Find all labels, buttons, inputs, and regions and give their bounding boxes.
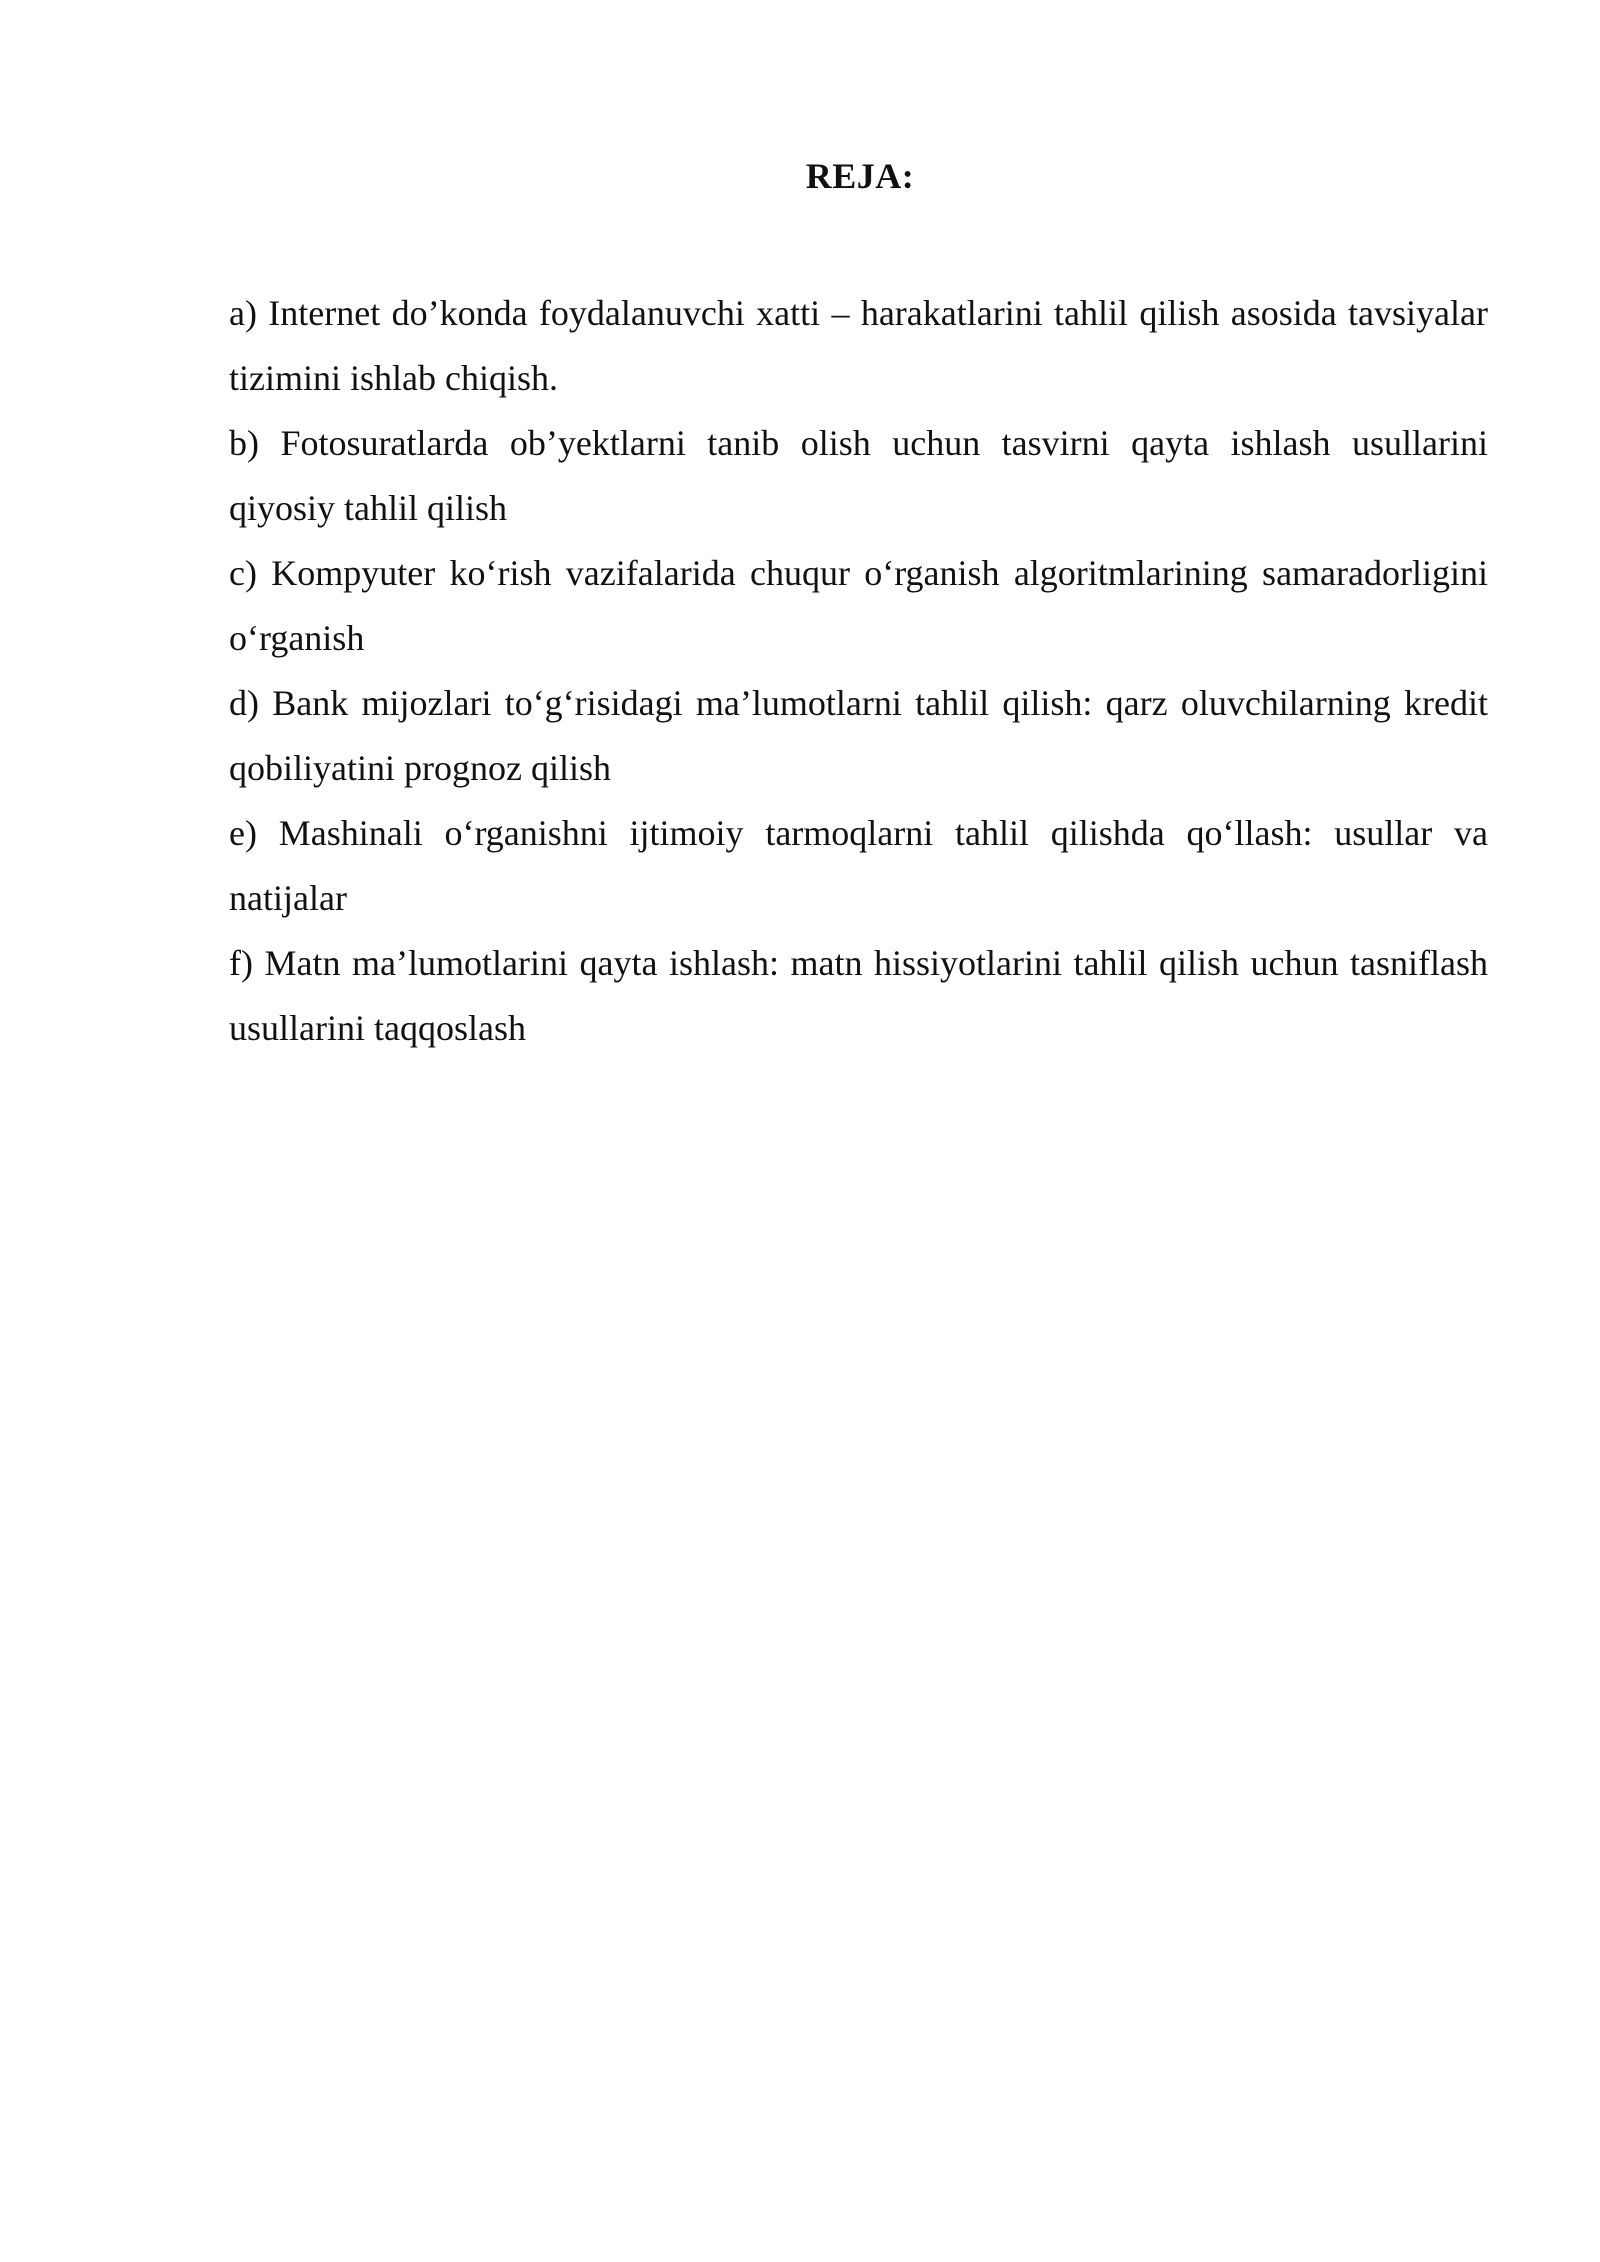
plan-item-f: f) Matn ma’lumotlarini qayta ishlash: matn hissiyotlarini tahlil qilish uchun tasniflash usullarini taqqoslash (229, 943, 1488, 1048)
plan-item-b: b) Fotosuratlarda ob’yektlarni tanib olish uchun tasvirni qayta ishlash usullarini qiyosiy tahlil qilish (229, 423, 1488, 528)
plan-item-a: a) Internet do’konda foydalanuvchi xatti – harakatlarini tahlil qilish asosida tavsiyalar tizimini ishlab chiqish. (229, 293, 1488, 398)
plan-item-c: c) Kompyuter ko‘rish vazifalarida chuqur o‘rganish algoritmlarining samaradorligini o‘rganish (229, 553, 1488, 658)
plan-item-e: e) Mashinali o‘rganishni ijtimoiy tarmoqlarni tahlil qilishda qo‘llash: usullar va natijalar (229, 813, 1488, 918)
page-title: REJA: (805, 156, 915, 196)
plan-list (229, 281, 1488, 1061)
plan-item-d: d) Bank mijozlari to‘g‘risidagi ma’lumotlarni tahlil qilish: qarz oluvchilarning kredit qobiliyatini prognoz qilish (229, 683, 1488, 788)
